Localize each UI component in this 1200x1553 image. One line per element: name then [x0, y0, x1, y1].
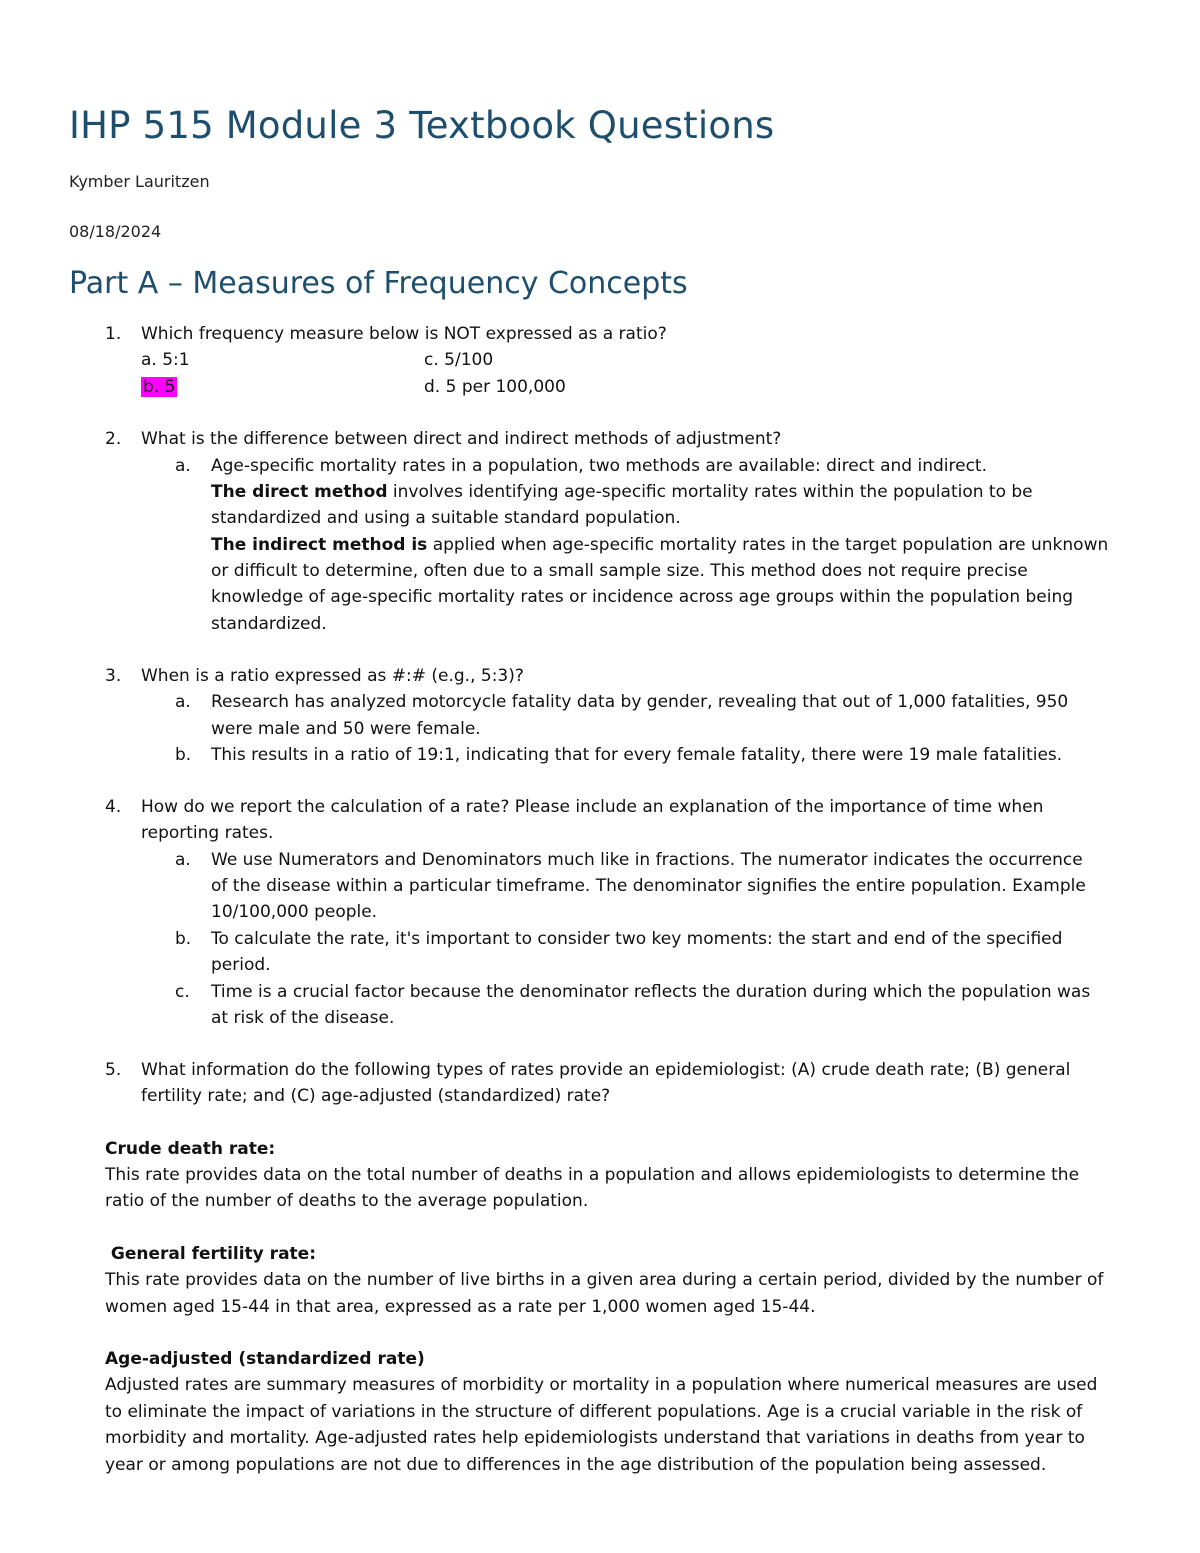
q4-answer-c-marker: c. [175, 982, 190, 1002]
q4-answer-line: period. [211, 955, 271, 975]
question-2-text: What is the difference between direct and indirect methods of adjustment? [141, 429, 782, 449]
age-adjusted-rate-text: Adjusted rates are summary measures of morbidity or mortality in a population where numerical measures are used [105, 1375, 1098, 1395]
q3-answer-b-marker: b. [175, 745, 192, 765]
q4-answer-line: To calculate the rate, it's important to consider two key moments: the start and end of the specified [211, 929, 1063, 949]
question-5-number: 5. [105, 1060, 122, 1080]
q2-answer-line: or difficult to determine, often due to a small sample size. This method does not require precise [211, 561, 1028, 581]
question-3-number: 3. [105, 666, 122, 686]
q1-option-d: d. 5 per 100,000 [424, 377, 566, 397]
age-adjusted-rate-text: to eliminate the impact of variations in the structure of different populations. Age is a crucial variable in the risk of [105, 1402, 1083, 1422]
q4-answer-line: 10/100,000 people. [211, 902, 378, 922]
q4-answer-line: of the disease within a particular timeframe. The denominator signifies the entire population. Example [211, 876, 1086, 896]
q2-answer-line: standardized. [211, 614, 327, 634]
crude-death-rate-text: This rate provides data on the total number of deaths in a population and allows epidemiologists to determine the [105, 1165, 1080, 1185]
q2-answer-line: standardized and using a suitable standard population. [211, 508, 681, 528]
age-adjusted-rate-text: morbidity and mortality. Age-adjusted rates help epidemiologists understand that variations in deaths from year to [105, 1428, 1085, 1448]
general-fertility-rate-text: This rate provides data on the number of live births in a given area during a certain period, divided by the number of [105, 1270, 1104, 1290]
section-heading: Part A – Measures of Frequency Concepts [69, 266, 688, 301]
q1-option-c: c. 5/100 [424, 350, 494, 370]
crude-death-rate-heading: Crude death rate: [105, 1139, 276, 1159]
general-fertility-rate-text: women aged 15-44 in that area, expressed as a rate per 1,000 women aged 15-44. [105, 1297, 816, 1317]
general-fertility-rate-heading: General fertility rate: [105, 1244, 316, 1264]
question-4-number: 4. [105, 797, 122, 817]
q3-answer-line: Research has analyzed motorcycle fatality data by gender, revealing that out of 1,000 fatalities, 950 [211, 692, 1069, 712]
question-3-text: When is a ratio expressed as #:# (e.g., 5:3)? [141, 666, 524, 686]
document-title: IHP 515 Module 3 Textbook Questions [69, 104, 775, 147]
document-date: 08/18/2024 [69, 222, 162, 241]
q4-answer-line: Time is a crucial factor because the denominator reflects the duration during which the population was [211, 982, 1091, 1002]
age-adjusted-rate-text: year or among populations are not due to differences in the age distribution of the population being assessed. [105, 1455, 1047, 1475]
question-5-text: What information do the following types of rates provide an epidemiologist: (A) crude death rate; (B) general [141, 1060, 1071, 1080]
q3-answer-a-marker: a. [175, 692, 191, 712]
question-2-number: 2. [105, 429, 122, 449]
highlighted-answer: b. 5 [143, 377, 176, 397]
question-4-text: How do we report the calculation of a rate? Please include an explanation of the importance of time when [141, 797, 1044, 817]
q4-answer-line: at risk of the disease. [211, 1008, 395, 1028]
q2-answer-line: knowledge of age-specific mortality rates or incidence across age groups within the population being [211, 587, 1074, 607]
direct-method-text: involves identifying age-specific mortality rates within the population to be [387, 482, 1033, 502]
question-1-text: Which frequency measure below is NOT expressed as a ratio? [141, 324, 667, 344]
q3-answer-line: This results in a ratio of 19:1, indicating that for every female fatality, there were 19 male fatalities. [211, 745, 1063, 765]
author-name: Kymber Lauritzen [69, 172, 210, 191]
q2-answer-line: Age-specific mortality rates in a population, two methods are available: direct and indirect. [211, 456, 987, 476]
age-adjusted-rate-heading: Age-adjusted (standardized rate) [105, 1349, 425, 1369]
crude-death-rate-text: ratio of the number of deaths to the average population. [105, 1191, 589, 1211]
q2-answer-line [211, 479, 1033, 505]
q1-option-b [141, 374, 177, 400]
question-5-text: fertility rate; and (C) age-adjusted (standardized) rate? [141, 1086, 611, 1106]
q4-answer-a-marker: a. [175, 850, 191, 870]
q4-answer-b-marker: b. [175, 929, 192, 949]
question-1-number: 1. [105, 324, 122, 344]
q2-answer-line [211, 532, 1108, 558]
q4-answer-line: We use Numerators and Denominators much like in fractions. The numerator indicates the occurrence [211, 850, 1083, 870]
q1-option-a: a. 5:1 [141, 350, 190, 370]
indirect-method-text: applied when age-specific mortality rates in the target population are unknown [427, 535, 1109, 555]
question-4-text: reporting rates. [141, 823, 274, 843]
indirect-method-label: The indirect method is [211, 535, 428, 555]
q2-answer-a-marker: a. [175, 456, 191, 476]
q3-answer-line: were male and 50 were female. [211, 719, 481, 739]
direct-method-label: The direct method [211, 482, 388, 502]
